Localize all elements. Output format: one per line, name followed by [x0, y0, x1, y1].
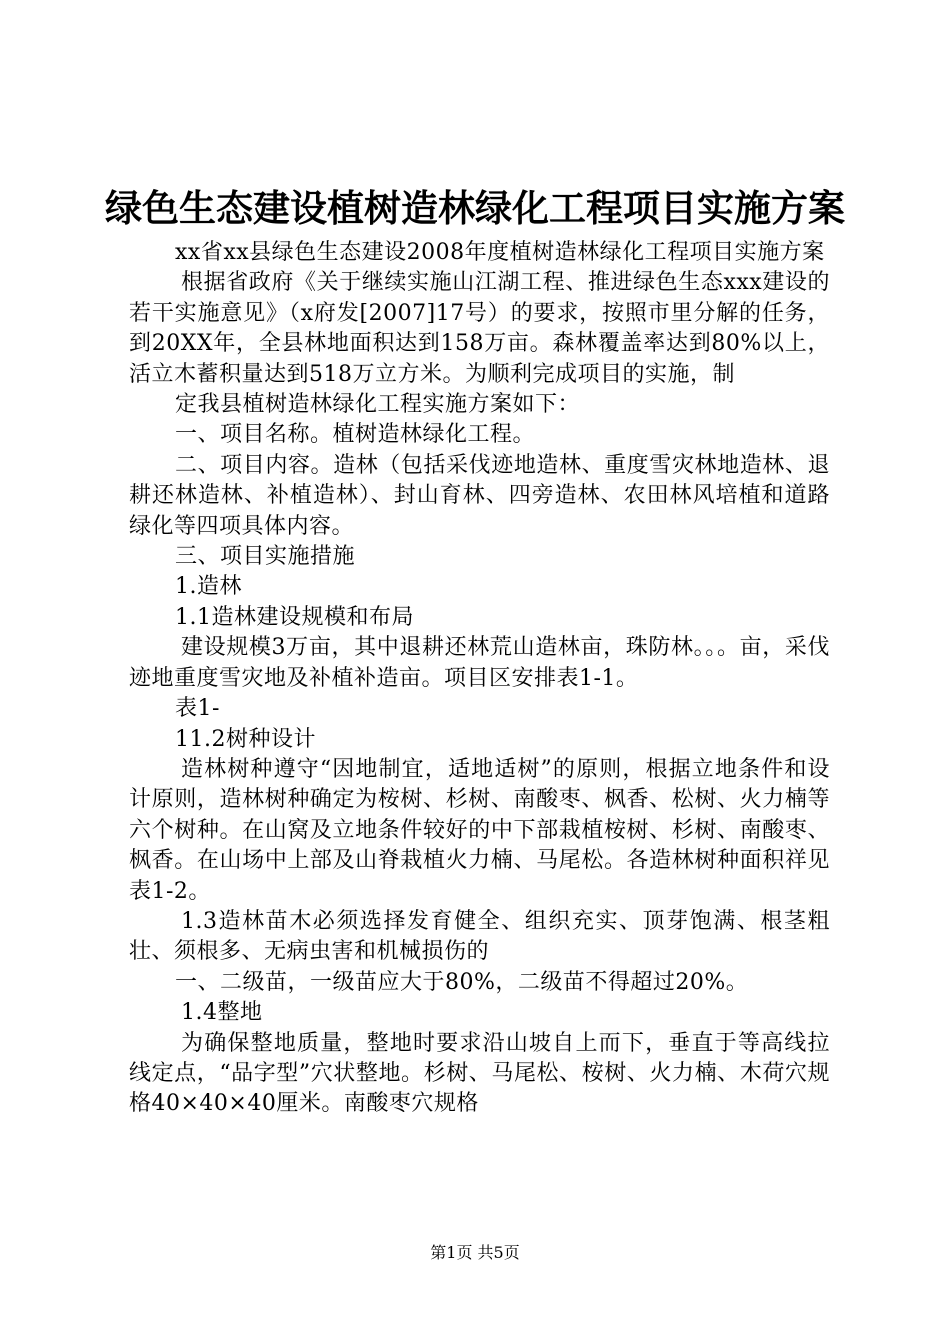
paragraph-species: 造林树种遵守“因地制宜，适地适树”的原则，根据立地条件和设计原则，造林树种确定为桉树、杉树、南酸枣、枫香、松树、火力楠等六个树种。在山窝及立地条件较好的中下部栽植桉树、杉树、南酸枣、枫香。在山场中上部及山脊栽植火力楠、马尾松。各造林树种面积祥见表1-2。 — [129, 756, 830, 904]
section-project-content: 二、项目内容。造林（包括采伐迹地造林、重度雪灾林地造林、退耕还林造林、补植造林）、封山育林、四旁造林、农田林风培植和道路绿化等四项具体内容。 — [129, 452, 830, 539]
section-measures-heading: 三、项目实施措施 — [175, 544, 356, 570]
paragraph-background: 根据省政府《关于继续实施山江湖工程、推进绿色生态xxx建设的若干实施意见》（x府发[2007]17号）的要求，按照市里分解的任务，到20XX年，全县林地面积达到158万亩。森林覆盖率达到80%以上，活立木蓄积量达到518万立方米。为顺利完成项目的实施，制 — [129, 270, 830, 387]
table-reference: 表1- — [175, 696, 220, 722]
paragraph-seedling-grades: 一、二级苗，一级苗应大于80%，二级苗不得超过20%。 — [175, 969, 749, 995]
section-project-name: 一、项目名称。植树造林绿化工程。 — [175, 422, 536, 448]
paragraph-intro: 定我县植树造林绿化工程实施方案如下： — [175, 392, 581, 418]
heading-scale-layout: 1.1造林建设规模和布局 — [175, 604, 414, 630]
document-body — [129, 238, 830, 1120]
heading-species-design: 11.2树种设计 — [175, 726, 316, 752]
page-footer: 第1页 共5页 — [430, 1243, 520, 1262]
document-title: 绿色生态建设植树造林绿化工程项目实施方案 — [105, 187, 845, 230]
heading-afforestation: 1.造林 — [175, 574, 242, 600]
paragraph-seedlings: 1.3造林苗木必须选择发育健全、组织充实、顶芽饱满、根茎粗壮、须根多、无病虫害和机械损伤的 — [129, 908, 830, 965]
heading-site-preparation: 1.4整地 — [181, 1000, 263, 1026]
paragraph-subtitle: xx省xx县绿色生态建设2008年度植树造林绿化工程项目实施方案 — [175, 240, 825, 265]
paragraph-site-preparation: 为确保整地质量，整地时要求沿山坡自上而下，垂直于等高线拉线定点，“品字型”穴状整地。杉树、马尾松、桉树、火力楠、木荷穴规格40×40×40厘米。南酸枣穴规格 — [129, 1030, 830, 1117]
paragraph-scale: 建设规模3万亩，其中退耕还林荒山造林亩，珠防林。。。亩，采伐迹地重度雪灾地及补植补造亩。项目区安排表1-1。 — [129, 635, 830, 691]
